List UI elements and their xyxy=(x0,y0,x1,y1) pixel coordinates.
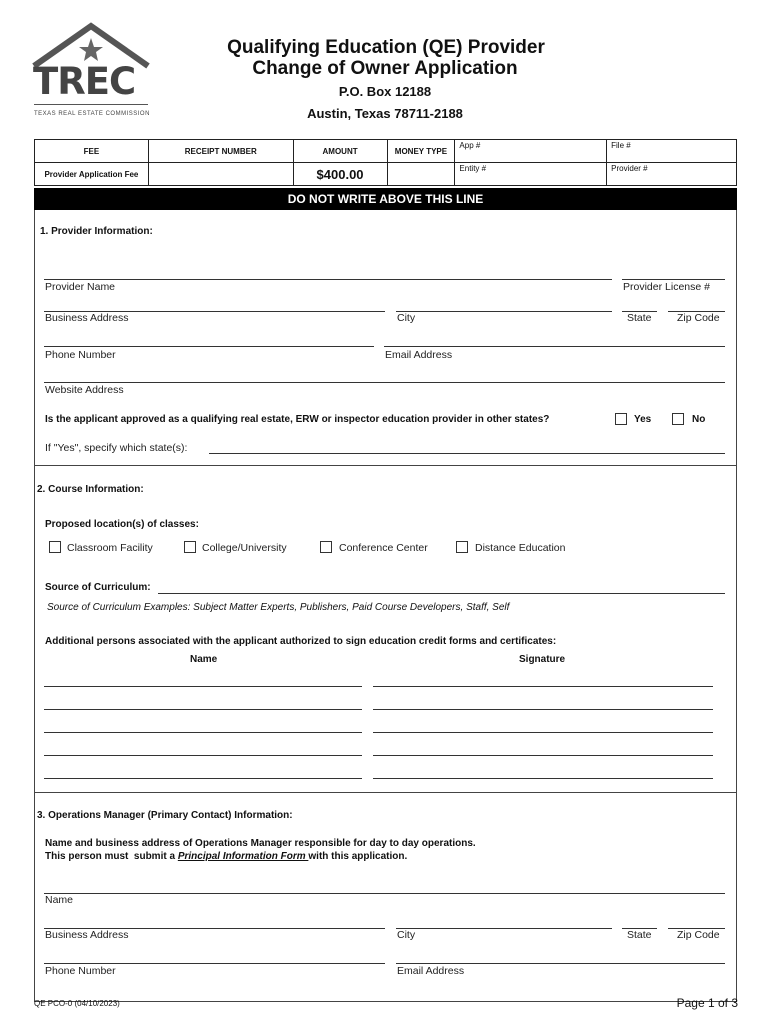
ops-city-label: City xyxy=(397,929,416,941)
provider-number-cell: Provider # xyxy=(607,163,737,186)
receipt-number-cell xyxy=(148,163,293,186)
states-line[interactable] xyxy=(209,453,725,454)
person-signature-line[interactable] xyxy=(373,778,713,779)
email-line[interactable] xyxy=(384,346,725,347)
money-type-header: MONEY TYPE xyxy=(387,140,455,163)
fee-header: FEE xyxy=(35,140,149,163)
website-line[interactable] xyxy=(44,382,725,383)
curriculum-line[interactable] xyxy=(158,593,725,594)
classroom-label: Classroom Facility xyxy=(67,542,153,554)
ops-email-line[interactable] xyxy=(396,963,725,964)
person-name-line[interactable] xyxy=(44,686,362,687)
locations-label: Proposed location(s) of classes: xyxy=(45,519,199,530)
person-name-line[interactable] xyxy=(44,778,362,779)
yes-label: Yes xyxy=(634,414,652,425)
section2-title: 2. Course Information: xyxy=(37,484,144,495)
form-title-line1: Qualifying Education (QE) Provider xyxy=(227,37,545,58)
person-name-line[interactable] xyxy=(44,732,362,733)
logo-subtitle: TEXAS REAL ESTATE COMMISSION xyxy=(34,111,150,117)
do-not-write-banner: DO NOT WRITE ABOVE THIS LINE xyxy=(34,188,737,210)
ops-manager-desc1: Name and business address of Operations Manager responsible for day to day operations. xyxy=(45,838,476,849)
ops-email-label: Email Address xyxy=(397,965,465,977)
ops-state-label: State xyxy=(627,929,652,941)
desc2-prefix: This person must submit a xyxy=(45,851,178,862)
persons-label: Additional persons associated with the applicant authorized to sign education credit forms and certificates: xyxy=(45,636,557,647)
page-number: Page 1 of 3 xyxy=(676,996,738,1010)
no-checkbox[interactable] xyxy=(672,413,684,425)
distance-checkbox[interactable] xyxy=(456,541,468,553)
curriculum-label: Source of Curriculum: xyxy=(45,582,151,593)
state-label: State xyxy=(627,312,652,324)
principal-information-form-link[interactable]: Principal Information Form xyxy=(177,851,309,862)
section3-title: 3. Operations Manager (Primary Contact) Information: xyxy=(37,810,293,821)
provider-name-line[interactable] xyxy=(44,279,612,280)
section1-title: 1. Provider Information: xyxy=(40,226,153,237)
fee-table xyxy=(34,139,737,186)
conference-label: Conference Center xyxy=(339,542,428,554)
section-divider xyxy=(34,465,737,466)
college-checkbox[interactable] xyxy=(184,541,196,553)
person-name-line[interactable] xyxy=(44,755,362,756)
fee-row-label: Provider Application Fee xyxy=(35,163,149,186)
receipt-header: RECEIPT NUMBER xyxy=(148,140,293,163)
ops-zip-label: Zip Code xyxy=(677,929,720,941)
provider-name-label: Provider Name xyxy=(45,281,116,293)
money-type-cell xyxy=(387,163,455,186)
yes-checkbox[interactable] xyxy=(615,413,627,425)
provider-license-line[interactable] xyxy=(622,279,725,280)
form-id: QE PCO-0 (04/10/2023) xyxy=(34,999,120,1008)
section-divider xyxy=(34,792,737,793)
ops-manager-desc2 xyxy=(45,851,407,862)
form-title-line2: Change of Owner Application xyxy=(252,58,518,79)
city-label: City xyxy=(397,312,416,324)
zip-label: Zip Code xyxy=(677,312,720,324)
desc2-suffix: with this application. xyxy=(308,851,408,862)
phone-line[interactable] xyxy=(44,346,374,347)
if-yes-label: If "Yes", specify which state(s): xyxy=(45,442,188,454)
ops-business-address-label: Business Address xyxy=(45,929,129,941)
phone-label: Phone Number xyxy=(45,349,116,361)
ops-phone-label: Phone Number xyxy=(45,965,116,977)
logo-rule xyxy=(34,104,148,105)
app-number-cell: App # xyxy=(455,140,607,163)
person-signature-line[interactable] xyxy=(373,709,713,710)
distance-label: Distance Education xyxy=(475,542,566,554)
ops-name-label: Name xyxy=(45,894,74,906)
entity-number-cell: Entity # xyxy=(455,163,607,186)
college-label: College/University xyxy=(202,542,287,554)
signature-column-header: Signature xyxy=(519,654,566,665)
city-line[interactable] xyxy=(396,311,612,312)
ops-phone-line[interactable] xyxy=(44,963,385,964)
curriculum-examples: Source of Curriculum Examples: Subject Matter Experts, Publishers, Paid Course Developers, Staff, Self xyxy=(47,602,510,613)
file-number-cell: File # xyxy=(607,140,737,163)
provider-license-label: Provider License # xyxy=(623,281,710,293)
ops-name-line[interactable] xyxy=(44,893,725,894)
other-states-question: Is the applicant approved as a qualifying real estate, ERW or inspector education provider in other states? xyxy=(45,414,550,425)
email-label: Email Address xyxy=(385,349,453,361)
business-address-label: Business Address xyxy=(45,312,129,324)
person-signature-line[interactable] xyxy=(373,686,713,687)
address-line2: Austin, Texas 78711-2188 xyxy=(307,106,463,121)
person-signature-line[interactable] xyxy=(373,755,713,756)
conference-checkbox[interactable] xyxy=(320,541,332,553)
logo-wordmark: TREC xyxy=(33,60,136,103)
amount-header: AMOUNT xyxy=(293,140,387,163)
name-column-header: Name xyxy=(190,654,218,665)
no-label: No xyxy=(692,414,706,425)
ops-city-line[interactable] xyxy=(396,928,612,929)
amount-value: $400.00 xyxy=(293,163,387,186)
person-signature-line[interactable] xyxy=(373,732,713,733)
address-line1: P.O. Box 12188 xyxy=(338,84,432,99)
classroom-checkbox[interactable] xyxy=(49,541,61,553)
person-name-line[interactable] xyxy=(44,709,362,710)
website-label: Website Address xyxy=(45,384,124,396)
